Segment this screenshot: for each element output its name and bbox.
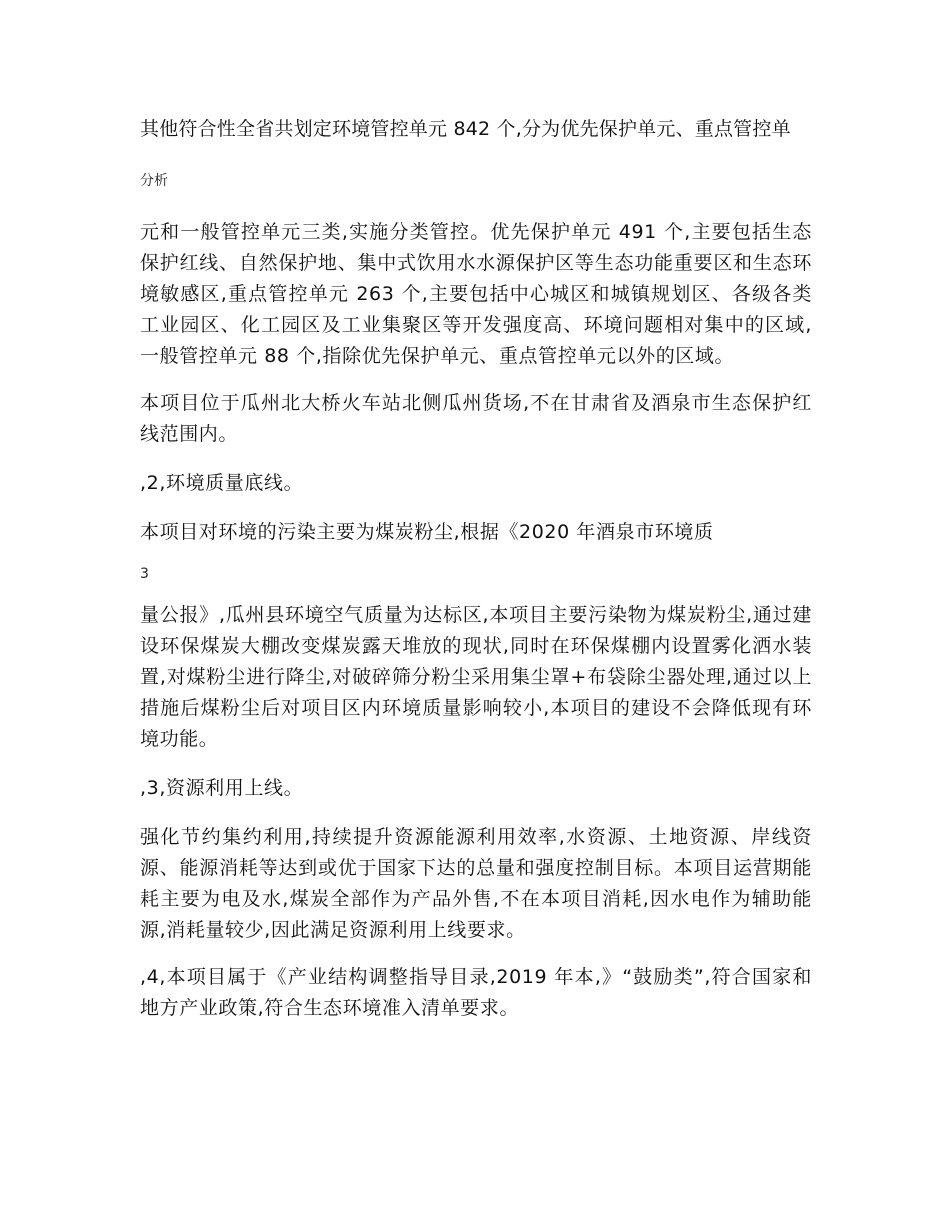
paragraph-industry-policy: ,4,本项目属于《产业结构调整指导目录,2019 年本,》“鼓励类”,符合国家和地方产业政策,符合生态环境准入清单要求。 bbox=[140, 966, 812, 1019]
page-number: 3 bbox=[140, 566, 149, 582]
paragraph-compliance-intro: 其他符合性全省共划定环境管控单元 842 个,分为优先保护单元、重点管控单 bbox=[140, 118, 791, 140]
paragraph-pollution-source: 本项目对环境的污染主要为煤炭粉尘,根据《2020 年酒泉市环境质 bbox=[140, 521, 714, 543]
label-analysis: 分析 bbox=[140, 173, 168, 189]
document-page bbox=[140, 114, 812, 1024]
heading-environment-quality: ,2,环境质量底线。 bbox=[140, 472, 304, 494]
paragraph-air-quality: 量公报》,瓜州县环境空气质量为达标区,本项目主要污染物为煤炭粉尘,通过建设环保煤炭大棚改变煤炭露天堆放的现状,同时在环保煤棚内设置雾化洒水装置,对煤粉尘进行降尘,对破碎筛分粉尘采用集尘罩+布袋除尘器处理,通过以上措施后煤粉尘后对项目区内环境质量影响较小,本项目的建设不会降低现有环境功能。 bbox=[140, 604, 812, 750]
heading-resource-limit: ,3,资源利用上线。 bbox=[140, 777, 304, 799]
paragraph-control-units: 元和一般管控单元三类,实施分类管控。优先保护单元 491 个,主要包括生态保护红线、自然保护地、集中式饮用水水源保护区等生态功能重要区和生态环境敏感区,重点管控单元 263 个,主要包括中心城区和城镇规划区、各级各类工业园区、化工园区及工业集聚区等开发强度高、环境问题相对集中的区域,一般管控单元 88 个,指除优先保护单元、重点管控单元以外的区域。 bbox=[140, 221, 812, 367]
paragraph-resource-use: 强化节约集约利用,持续提升资源能源利用效率,水资源、土地资源、岸线资源、能源消耗等达到或优于国家下达的总量和强度控制目标。本项目运营期能耗主要为电及水,煤炭全部作为产品外售,不在本项目消耗,因水电作为辅助能源,消耗量较少,因此满足资源利用上线要求。 bbox=[140, 826, 812, 941]
paragraph-project-location: 本项目位于瓜州北大桥火车站北侧瓜州货场,不在甘肃省及酒泉市生态保护红线范围内。 bbox=[140, 392, 812, 445]
